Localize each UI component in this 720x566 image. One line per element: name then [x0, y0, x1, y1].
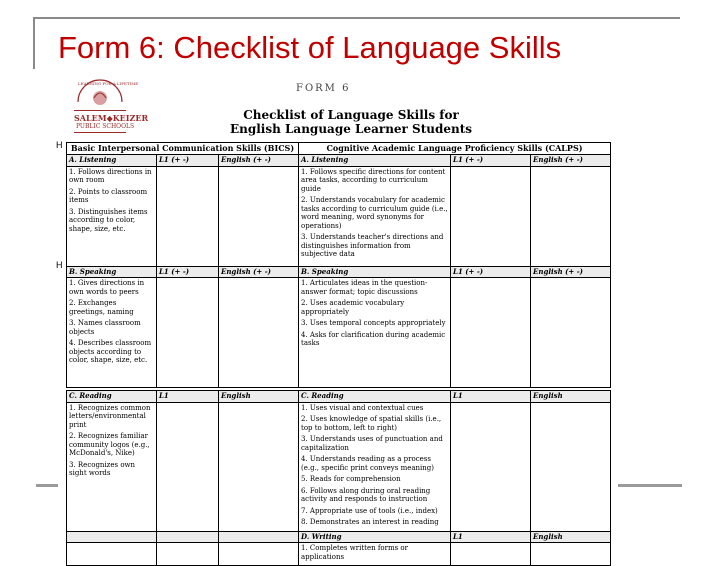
checkbox-cell[interactable]	[157, 402, 219, 531]
skill-item: 1. Follows specific directions for content area tasks, according to curriculum guide	[301, 167, 446, 193]
calps-header: Cognitive Academic Language Proficiency Skills (CALPS)	[299, 143, 611, 155]
skill-item: 1. Uses visual and contextual cues	[301, 403, 424, 412]
section-header-row	[67, 266, 611, 278]
checklist-table-lower	[66, 390, 611, 566]
table-row	[67, 278, 611, 388]
checklist-title-line2: English Language Learner Students	[229, 122, 473, 136]
skill-item: 1. Recognizes common letters/environmental print	[69, 403, 151, 429]
section-header-row	[67, 155, 611, 167]
column-l1: L1	[451, 531, 531, 543]
table-row	[67, 166, 611, 266]
logo-arc-text: LEARNING FOR A LIFETIME	[78, 81, 139, 86]
section-name: B. Speaking	[67, 266, 157, 278]
section-name: C. Reading	[299, 391, 451, 403]
column-l1: L1 (+ -)	[157, 155, 219, 167]
skill-item: 8. Demonstrates an interest in reading	[301, 518, 439, 526]
form-document-image	[56, 70, 610, 561]
section-header-row	[67, 391, 611, 403]
skill-item: 7. Appropriate use of tools (i.e., index)	[301, 506, 438, 515]
checkbox-cell[interactable]	[451, 166, 531, 266]
skill-item: 3. Understands teacher's directions and distinguishes information from subjective data	[301, 233, 444, 258]
skill-item: 1. Follows directions in own room	[69, 167, 152, 184]
calps-items-cell	[299, 278, 451, 388]
checkbox-cell[interactable]	[157, 278, 219, 388]
calps-items-cell	[299, 402, 451, 531]
skill-item: 2. Exchanges greetings, naming	[69, 299, 134, 316]
column-l1: L1	[157, 391, 219, 403]
skill-item: 3. Names classroom objects	[69, 319, 141, 336]
checkbox-cell[interactable]	[451, 278, 531, 388]
skill-item: 6. Follows along during oral reading activity and responds to instruction	[301, 486, 431, 503]
checkbox-cell[interactable]	[451, 543, 531, 566]
bics-header: Basic Interpersonal Communication Skills (BICS)	[67, 143, 299, 155]
slide-frame-bottom-left-line	[36, 484, 58, 487]
table-header-row	[67, 143, 611, 155]
empty-cell	[67, 543, 157, 566]
section-name: A. Listening	[67, 155, 157, 167]
skill-item: 2. Uses academic vocabulary appropriately	[301, 299, 405, 316]
empty-cell	[219, 543, 299, 566]
checkbox-cell[interactable]	[451, 402, 531, 531]
skill-item: 2. Understands vocabulary for academic tasks according to curriculum guide (i.e., word meaning, word synonyms for operations)	[301, 196, 448, 230]
calps-items-cell	[299, 166, 451, 266]
section-name: D. Writing	[299, 531, 451, 543]
section-header-row	[67, 531, 611, 543]
skill-item: 1. Articulates ideas in the question-answer format; topic discussions	[301, 279, 428, 296]
checkbox-cell[interactable]	[531, 543, 611, 566]
column-english: English (+ -)	[219, 266, 299, 278]
slide-frame-top-line	[33, 17, 680, 19]
bics-items-cell	[67, 166, 157, 266]
checkbox-cell[interactable]	[531, 402, 611, 531]
margin-mark: H	[56, 260, 63, 270]
column-english: English	[531, 391, 611, 403]
section-name: A. Listening	[299, 155, 451, 167]
checkbox-cell[interactable]	[531, 278, 611, 388]
checkbox-cell[interactable]	[219, 166, 299, 266]
table-row	[67, 543, 611, 566]
slide-frame-bottom-right-line	[618, 484, 682, 487]
school-logo	[64, 76, 149, 138]
section-name: C. Reading	[67, 391, 157, 403]
checkbox-cell[interactable]	[219, 278, 299, 388]
column-empty	[157, 531, 219, 543]
checkbox-cell[interactable]	[219, 402, 299, 531]
column-english: English	[219, 391, 299, 403]
checkbox-cell[interactable]	[531, 166, 611, 266]
skill-item: 1. Completes written forms or applications	[301, 544, 408, 561]
skill-item: 1. Gives directions in own words to peers	[69, 279, 145, 296]
skill-item: 2. Points to classroom items	[69, 187, 148, 204]
column-l1: L1 (+ -)	[451, 266, 531, 278]
skill-item: 2. Recognizes familiar community logos (e.g., McDonald's, Nike)	[69, 432, 150, 457]
logo-name-line1: SALEM◆KEIZER	[74, 113, 149, 123]
slide-title: Form 6: Checklist of Language Skills	[58, 30, 562, 65]
column-english: English (+ -)	[531, 155, 611, 167]
section-name: B. Speaking	[299, 266, 451, 278]
bics-items-cell	[67, 278, 157, 388]
slide-frame-left-line	[33, 17, 35, 69]
skill-item: 4. Asks for clarification during academic tasks	[301, 330, 446, 347]
empty-cell	[157, 543, 219, 566]
skill-item: 3. Distinguishes items according to color, shape, size, etc.	[69, 207, 148, 233]
column-empty	[219, 531, 299, 543]
checkbox-cell[interactable]	[157, 166, 219, 266]
column-l1: L1 (+ -)	[451, 155, 531, 167]
bics-items-cell	[67, 402, 157, 531]
column-english: English (+ -)	[531, 266, 611, 278]
calps-items-cell	[299, 543, 451, 566]
logo-name-line2: PUBLIC SCHOOLS	[76, 123, 135, 130]
skill-item: 4. Describes classroom objects according to color, shape, size, etc.	[69, 339, 152, 364]
skill-item: 5. Reads for comprehension	[301, 475, 401, 483]
table-row	[67, 402, 611, 531]
column-l1: L1	[451, 391, 531, 403]
checklist-table-upper	[66, 142, 611, 388]
margin-mark: H	[56, 140, 63, 150]
column-english: English (+ -)	[219, 155, 299, 167]
skill-item: 3. Recognizes own sight words	[69, 460, 136, 477]
skill-item: 3. Understands uses of punctuation and capitalization	[301, 435, 443, 452]
form-number-label: FORM 6	[296, 83, 351, 94]
skill-item: 4. Understands reading as a process (e.g., specific print conveys meaning)	[301, 455, 434, 472]
column-l1: L1 (+ -)	[157, 266, 219, 278]
checklist-title	[186, 108, 516, 136]
skill-item: 2. Uses knowledge of spatial skills (i.e., top to bottom, left to right)	[301, 415, 442, 432]
checklist-title-line1: Checklist of Language Skills for	[243, 108, 459, 122]
section-name-empty	[67, 531, 157, 543]
skill-item: 3. Uses temporal concepts appropriately	[301, 319, 446, 327]
column-english: English	[531, 531, 611, 543]
